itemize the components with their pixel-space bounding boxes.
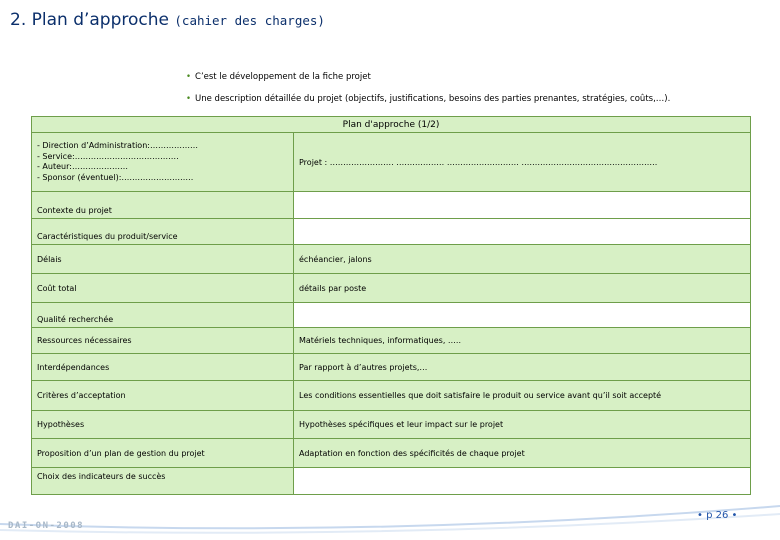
row-label: Coût total <box>32 274 294 303</box>
row-label: Hypothèses <box>32 411 294 439</box>
bullet-text: C’est le développement de la fiche projet <box>195 72 371 82</box>
row-value: Les conditions essentielles que doit satisfaire le produit ou service avant qu’il soit accepté <box>294 381 751 411</box>
table-row <box>32 192 751 219</box>
table-row <box>32 303 751 328</box>
row-value <box>294 219 751 245</box>
row-value <box>294 192 751 219</box>
row-value: Adaptation en fonction des spécificités de chaque projet <box>294 439 751 468</box>
row-value: Par rapport à d’autres projets,… <box>294 354 751 381</box>
bullet-list <box>186 72 670 116</box>
table-row <box>32 468 751 495</box>
row-value <box>294 303 751 328</box>
bullet-item <box>186 72 670 94</box>
table-row <box>32 219 751 245</box>
table-row <box>32 439 751 468</box>
table-row <box>32 381 751 411</box>
row-label: Ressources nécessaires <box>32 328 294 354</box>
bullet-dot-icon: • <box>186 94 192 104</box>
row-label: Contexte du projet <box>32 192 294 219</box>
row-value: Matériels techniques, informatiques, ….. <box>294 328 751 354</box>
footer-swoosh <box>0 500 780 540</box>
page-number: • p 26 • <box>697 510 738 521</box>
row-value: échéancier, jalons <box>294 245 751 274</box>
bullet-dot-icon: • <box>186 72 192 82</box>
row-label: Critères d’acceptation <box>32 381 294 411</box>
table-row <box>32 411 751 439</box>
project-cell: Projet : …………………… ……………… ……………………… …………………………………………… <box>294 133 751 192</box>
table-header: Plan d'approche (1/2) <box>32 117 751 133</box>
row-label: Délais <box>32 245 294 274</box>
plan-table <box>31 116 751 495</box>
row-label: Proposition d’un plan de gestion du projet <box>32 439 294 468</box>
info-direction: - Direction d’Administration:……………… <box>37 141 198 150</box>
info-service: - Service:………………………………… <box>37 151 179 161</box>
info-auteur: - Auteur:………………… <box>37 162 128 171</box>
row-label: Choix des indicateurs de succès <box>32 468 294 495</box>
row-label: Interdépendances <box>32 354 294 381</box>
table-row <box>32 354 751 381</box>
row-value <box>294 468 751 495</box>
page-title-main: 2. Plan d’approche <box>10 10 169 30</box>
bullet-item <box>186 94 670 116</box>
bullet-text: Une description détaillée du projet (objectifs, justifications, besoins des parties prenantes, stratégies, coûts,…). <box>195 94 671 104</box>
row-value: détails par poste <box>294 274 751 303</box>
row-label: Qualité recherchée <box>32 303 294 328</box>
table-row-info <box>32 133 751 192</box>
page-title-sub: (cahier des charges) <box>174 13 325 28</box>
row-label: Caractéristiques du produit/service <box>32 219 294 245</box>
info-cell <box>32 133 294 192</box>
footer-logo-text: DAI-ON-2008 <box>8 521 85 531</box>
table-header-row <box>32 117 751 133</box>
table-row <box>32 245 751 274</box>
info-sponsor: - Sponsor (éventuel):……………………… <box>37 172 194 182</box>
row-value: Hypothèses spécifiques et leur impact sur le projet <box>294 411 751 439</box>
table-row <box>32 274 751 303</box>
page-title <box>10 10 325 30</box>
table-row <box>32 328 751 354</box>
